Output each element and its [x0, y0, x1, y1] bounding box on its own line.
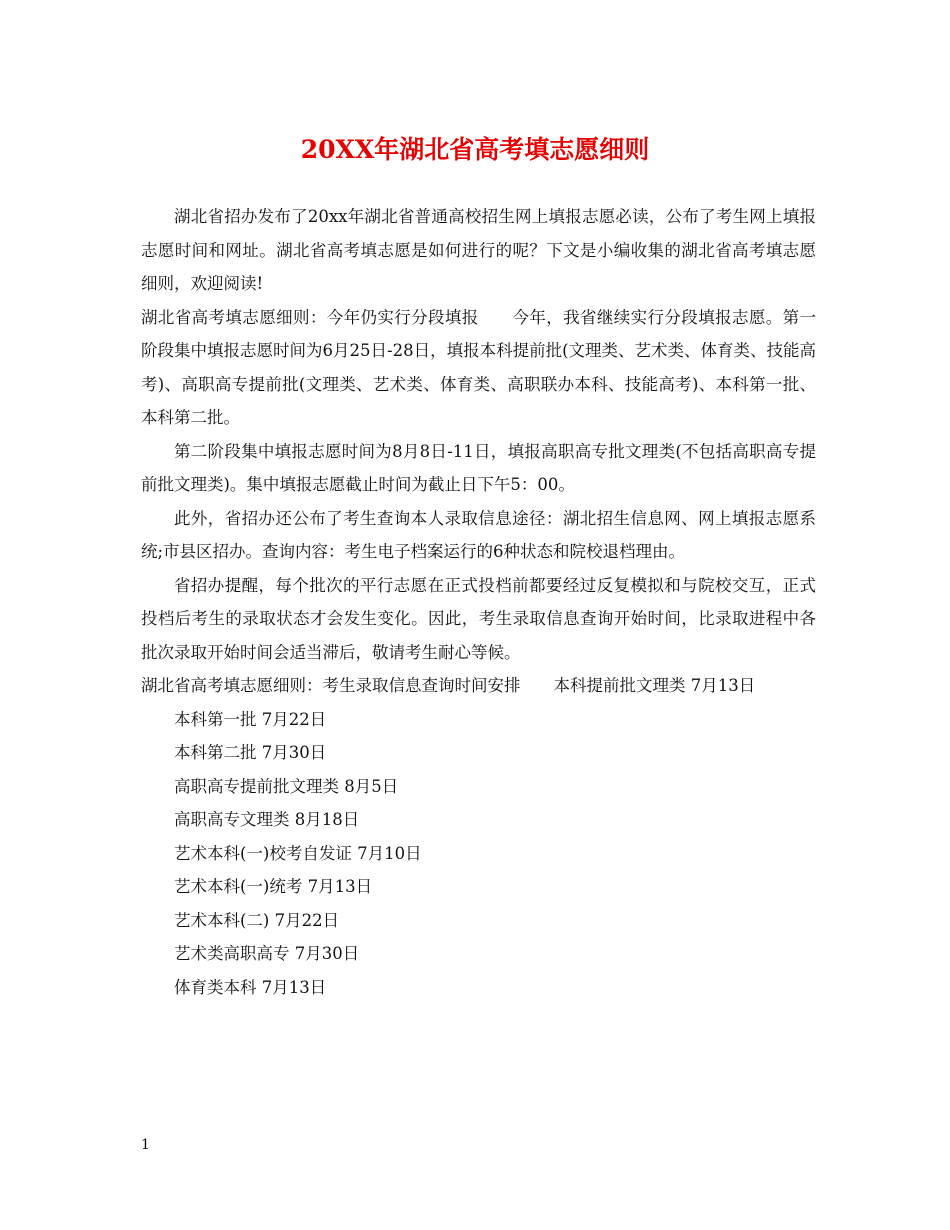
- schedule-item: 艺术本科(二) 7月22日: [174, 910, 340, 930]
- schedule-item: 艺术类高职高专 7月30日: [174, 944, 360, 963]
- paragraph-schedule-heading: 湖北省高考填志愿细则：考生录取信息查询时间安排 本科提前批文理类 7月13日: [141, 676, 756, 695]
- schedule-item: 高职高专提前批文理类 8月5日: [174, 776, 399, 796]
- paragraph-intro: 湖北省招办发布了20xx年湖北省普通高校招生网上填报志愿必读，公布了考生网上填报志愿时间和网址。湖北省高考填志愿是如何进行的呢？下文是小编收集的湖北省高考填志愿细则，欢迎阅读!: [141, 207, 816, 293]
- schedule-item: 本科第一批 7月22日: [174, 709, 327, 729]
- paragraph-query-channels: 此外，省招办还公布了考生查询本人录取信息途径：湖北招生信息网、网上填报志愿系统;市县区招办。查询内容：考生电子档案运行的6种状态和院校退档理由。: [141, 508, 816, 561]
- schedule-item: 艺术本科(一)校考自发证 7月10日: [174, 843, 422, 863]
- paragraph-stage-one: 湖北省高考填志愿细则：今年仍实行分段填报 今年，我省继续实行分段填报志愿。第一阶段集中填报志愿时间为6月25日-28日，填报本科提前批(文理类、艺术类、体育类、技能高考)、高职高专提前批(文理类、艺术类、体育类、高职联办本科、技能高考)、本科第一批、本科第二批。: [141, 307, 817, 427]
- paragraph-stage-two: 第二阶段集中填报志愿时间为8月8日-11日，填报高职高专批文理类(不包括高职高专提前批文理类)。集中填报志愿截止时间为截止日下午5：00。: [141, 441, 816, 494]
- document-title: 20XX年湖北省高考填志愿细则: [300, 135, 650, 164]
- schedule-item: 本科第二批 7月30日: [174, 743, 327, 762]
- paragraph-reminder: 省招办提醒，每个批次的平行志愿在正式投档前都要经过反复模拟和与院校交互，正式投档后考生的录取状态才会发生变化。因此，考生录取信息查询开始时间，比录取进程中各批次录取开始时间会适当滞后，敬请考生耐心等候。: [141, 575, 816, 662]
- schedule-item: 高职高专文理类 8月18日: [174, 810, 360, 829]
- page-number: 1: [141, 1137, 150, 1153]
- document-body: [141, 200, 816, 1004]
- schedule-item: 体育类本科 7月13日: [174, 977, 327, 997]
- schedule-item: 艺术本科(一)统考 7月13日: [174, 877, 373, 896]
